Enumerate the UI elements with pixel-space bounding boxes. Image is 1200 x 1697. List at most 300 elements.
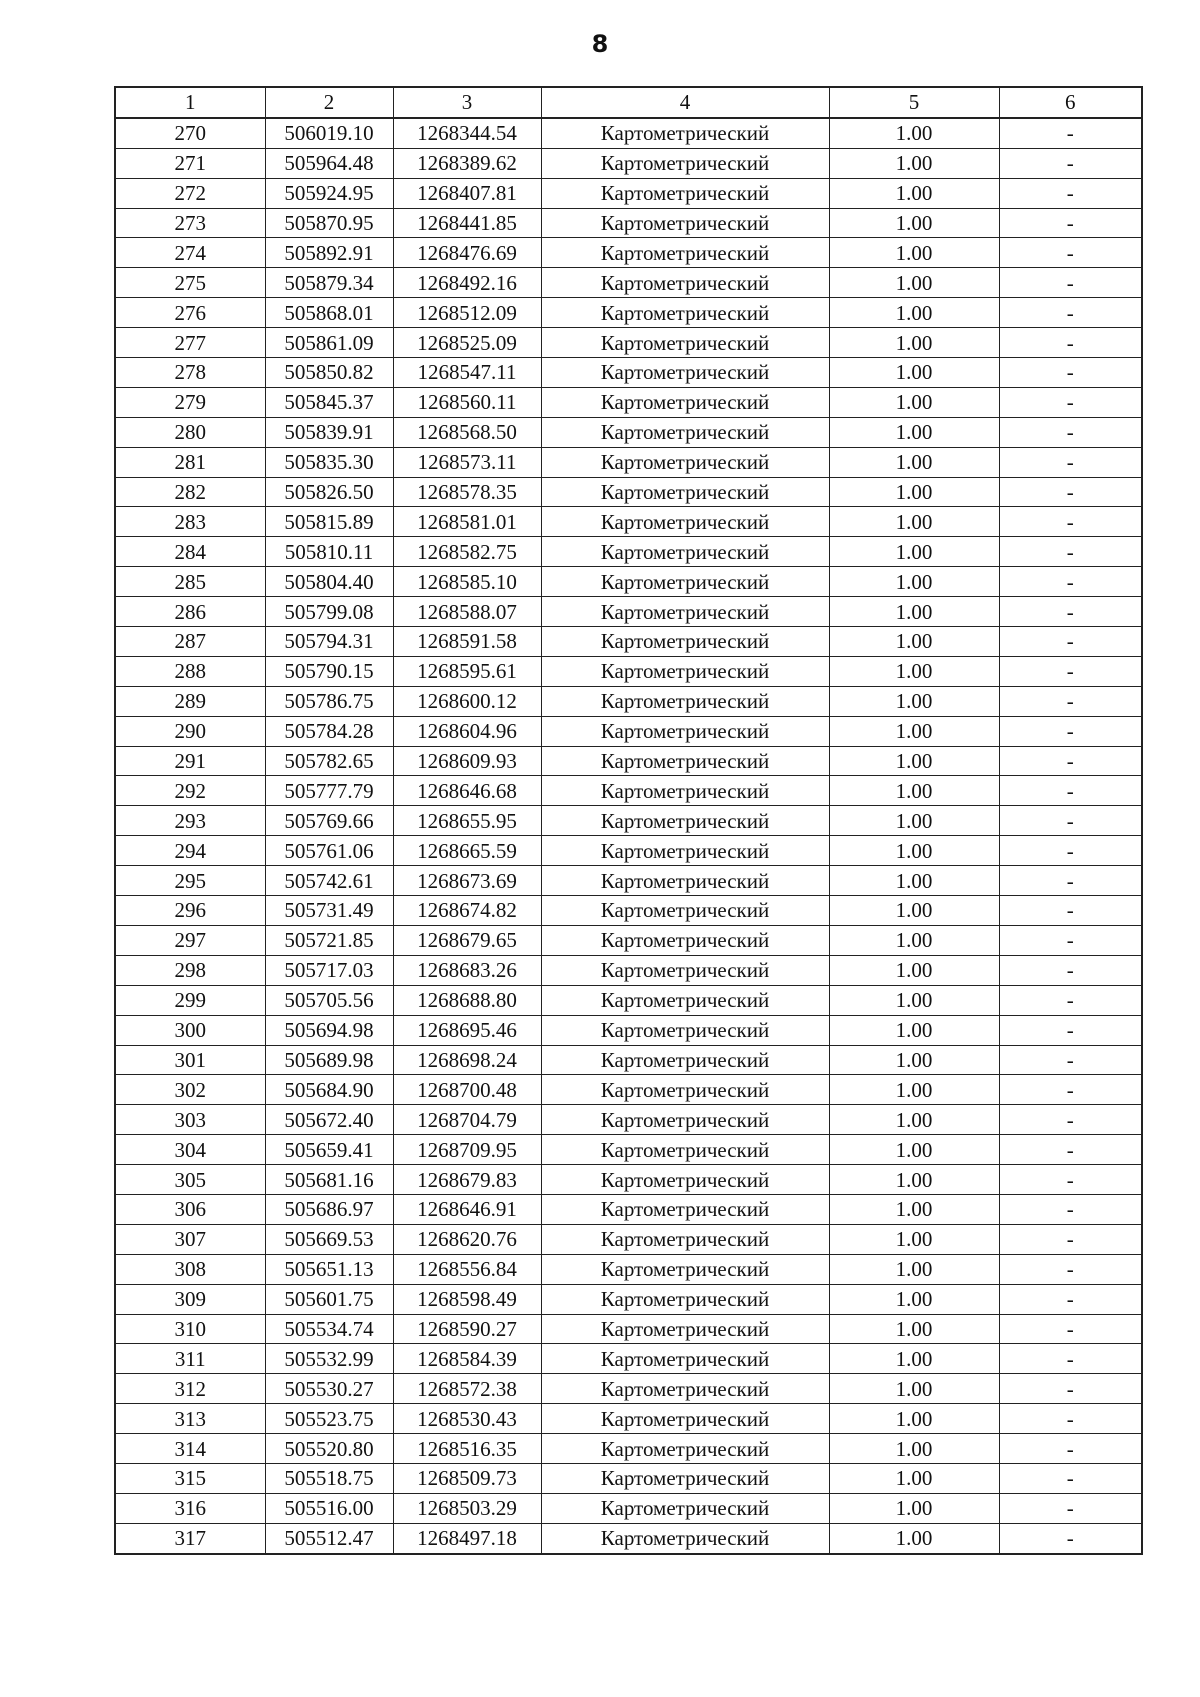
description-cell: - (999, 597, 1142, 627)
column-header: 4 (541, 87, 829, 118)
y-coordinate-cell: 1268674.82 (393, 896, 541, 926)
point-number-cell: 283 (115, 507, 265, 537)
accuracy-cell: 1.00 (829, 1105, 999, 1135)
accuracy-cell: 1.00 (829, 1194, 999, 1224)
table-row (115, 178, 1142, 208)
method-cell: Картометрический (541, 328, 829, 358)
accuracy-cell: 1.00 (829, 358, 999, 388)
point-number-cell: 281 (115, 447, 265, 477)
accuracy-cell: 1.00 (829, 1404, 999, 1434)
y-coordinate-cell: 1268407.81 (393, 178, 541, 208)
method-cell: Картометрический (541, 1045, 829, 1075)
x-coordinate-cell: 505777.79 (265, 776, 393, 806)
point-number-cell: 308 (115, 1254, 265, 1284)
description-cell: - (999, 417, 1142, 447)
description-cell: - (999, 806, 1142, 836)
method-cell: Картометрический (541, 358, 829, 388)
x-coordinate-cell: 505694.98 (265, 1015, 393, 1045)
y-coordinate-cell: 1268497.18 (393, 1523, 541, 1553)
point-number-cell: 278 (115, 358, 265, 388)
point-number-cell: 313 (115, 1404, 265, 1434)
y-coordinate-cell: 1268573.11 (393, 447, 541, 477)
y-coordinate-cell: 1268572.38 (393, 1374, 541, 1404)
description-cell: - (999, 1404, 1142, 1434)
accuracy-cell: 1.00 (829, 328, 999, 358)
method-cell: Картометрический (541, 387, 829, 417)
accuracy-cell: 1.00 (829, 1523, 999, 1553)
description-cell: - (999, 1344, 1142, 1374)
method-cell: Картометрический (541, 985, 829, 1015)
description-cell: - (999, 1045, 1142, 1075)
table-row (115, 148, 1142, 178)
table-row (115, 716, 1142, 746)
method-cell: Картометрический (541, 507, 829, 537)
column-header: 6 (999, 87, 1142, 118)
table-row (115, 387, 1142, 417)
description-cell: - (999, 955, 1142, 985)
x-coordinate-cell: 505804.40 (265, 567, 393, 597)
table-row (115, 1254, 1142, 1284)
table-row (115, 1284, 1142, 1314)
y-coordinate-cell: 1268584.39 (393, 1344, 541, 1374)
method-cell: Картометрический (541, 1105, 829, 1135)
description-cell: - (999, 1105, 1142, 1135)
y-coordinate-cell: 1268441.85 (393, 208, 541, 238)
description-cell: - (999, 238, 1142, 268)
y-coordinate-cell: 1268673.69 (393, 866, 541, 896)
accuracy-cell: 1.00 (829, 1254, 999, 1284)
description-cell: - (999, 1165, 1142, 1195)
method-cell: Картометрический (541, 1015, 829, 1045)
point-number-cell: 287 (115, 627, 265, 657)
accuracy-cell: 1.00 (829, 806, 999, 836)
table-row (115, 1314, 1142, 1344)
point-number-cell: 273 (115, 208, 265, 238)
point-number-cell: 316 (115, 1493, 265, 1523)
description-cell: - (999, 298, 1142, 328)
x-coordinate-cell: 505705.56 (265, 985, 393, 1015)
table-row (115, 1075, 1142, 1105)
description-cell: - (999, 1015, 1142, 1045)
y-coordinate-cell: 1268679.65 (393, 925, 541, 955)
x-coordinate-cell: 505731.49 (265, 896, 393, 926)
y-coordinate-cell: 1268688.80 (393, 985, 541, 1015)
column-header: 3 (393, 87, 541, 118)
method-cell: Картометрический (541, 1493, 829, 1523)
point-number-cell: 279 (115, 387, 265, 417)
point-number-cell: 294 (115, 836, 265, 866)
table-row (115, 1374, 1142, 1404)
point-number-cell: 296 (115, 896, 265, 926)
y-coordinate-cell: 1268578.35 (393, 477, 541, 507)
y-coordinate-cell: 1268665.59 (393, 836, 541, 866)
table-row (115, 328, 1142, 358)
description-cell: - (999, 387, 1142, 417)
x-coordinate-cell: 505790.15 (265, 656, 393, 686)
point-number-cell: 301 (115, 1045, 265, 1075)
method-cell: Картометрический (541, 148, 829, 178)
description-cell: - (999, 1135, 1142, 1165)
description-cell: - (999, 148, 1142, 178)
method-cell: Картометрический (541, 178, 829, 208)
x-coordinate-cell: 505784.28 (265, 716, 393, 746)
table-body (115, 118, 1142, 1554)
y-coordinate-cell: 1268704.79 (393, 1105, 541, 1135)
accuracy-cell: 1.00 (829, 1374, 999, 1404)
x-coordinate-cell: 505815.89 (265, 507, 393, 537)
description-cell: - (999, 507, 1142, 537)
method-cell: Картометрический (541, 208, 829, 238)
point-number-cell: 305 (115, 1165, 265, 1195)
table-row (115, 1194, 1142, 1224)
y-coordinate-cell: 1268679.83 (393, 1165, 541, 1195)
accuracy-cell: 1.00 (829, 1015, 999, 1045)
table-row (115, 477, 1142, 507)
accuracy-cell: 1.00 (829, 896, 999, 926)
point-number-cell: 284 (115, 537, 265, 567)
table-row (115, 925, 1142, 955)
table-row (115, 1105, 1142, 1135)
y-coordinate-cell: 1268547.11 (393, 358, 541, 388)
table-row (115, 955, 1142, 985)
description-cell: - (999, 178, 1142, 208)
description-cell: - (999, 208, 1142, 238)
description-cell: - (999, 1314, 1142, 1344)
y-coordinate-cell: 1268646.68 (393, 776, 541, 806)
accuracy-cell: 1.00 (829, 746, 999, 776)
accuracy-cell: 1.00 (829, 1135, 999, 1165)
y-coordinate-cell: 1268655.95 (393, 806, 541, 836)
table-row (115, 896, 1142, 926)
table-row (115, 208, 1142, 238)
accuracy-cell: 1.00 (829, 417, 999, 447)
point-number-cell: 307 (115, 1224, 265, 1254)
x-coordinate-cell: 505845.37 (265, 387, 393, 417)
table-row (115, 238, 1142, 268)
y-coordinate-cell: 1268582.75 (393, 537, 541, 567)
table-row (115, 298, 1142, 328)
accuracy-cell: 1.00 (829, 298, 999, 328)
table-row (115, 358, 1142, 388)
x-coordinate-cell: 505810.11 (265, 537, 393, 567)
y-coordinate-cell: 1268598.49 (393, 1284, 541, 1314)
x-coordinate-cell: 505782.65 (265, 746, 393, 776)
x-coordinate-cell: 505601.75 (265, 1284, 393, 1314)
method-cell: Картометрический (541, 1314, 829, 1344)
description-cell: - (999, 656, 1142, 686)
accuracy-cell: 1.00 (829, 118, 999, 148)
method-cell: Картометрический (541, 1463, 829, 1493)
table-row (115, 985, 1142, 1015)
point-number-cell: 295 (115, 866, 265, 896)
x-coordinate-cell: 505794.31 (265, 627, 393, 657)
x-coordinate-cell: 505879.34 (265, 268, 393, 298)
table-row (115, 746, 1142, 776)
x-coordinate-cell: 505518.75 (265, 1463, 393, 1493)
accuracy-cell: 1.00 (829, 238, 999, 268)
y-coordinate-cell: 1268509.73 (393, 1463, 541, 1493)
method-cell: Картометрический (541, 1374, 829, 1404)
accuracy-cell: 1.00 (829, 1434, 999, 1464)
accuracy-cell: 1.00 (829, 477, 999, 507)
method-cell: Картометрический (541, 776, 829, 806)
accuracy-cell: 1.00 (829, 1045, 999, 1075)
method-cell: Картометрический (541, 447, 829, 477)
y-coordinate-cell: 1268700.48 (393, 1075, 541, 1105)
method-cell: Картометрический (541, 1404, 829, 1434)
x-coordinate-cell: 506019.10 (265, 118, 393, 148)
x-coordinate-cell: 505799.08 (265, 597, 393, 627)
table-row (115, 686, 1142, 716)
point-number-cell: 275 (115, 268, 265, 298)
accuracy-cell: 1.00 (829, 1165, 999, 1195)
y-coordinate-cell: 1268476.69 (393, 238, 541, 268)
accuracy-cell: 1.00 (829, 597, 999, 627)
point-number-cell: 276 (115, 298, 265, 328)
x-coordinate-cell: 505868.01 (265, 298, 393, 328)
description-cell: - (999, 447, 1142, 477)
method-cell: Картометрический (541, 686, 829, 716)
point-number-cell: 303 (115, 1105, 265, 1135)
x-coordinate-cell: 505532.99 (265, 1344, 393, 1374)
method-cell: Картометрический (541, 1194, 829, 1224)
accuracy-cell: 1.00 (829, 955, 999, 985)
accuracy-cell: 1.00 (829, 1284, 999, 1314)
method-cell: Картометрический (541, 866, 829, 896)
point-number-cell: 289 (115, 686, 265, 716)
table-row (115, 1493, 1142, 1523)
description-cell: - (999, 328, 1142, 358)
x-coordinate-cell: 505689.98 (265, 1045, 393, 1075)
point-number-cell: 311 (115, 1344, 265, 1374)
description-cell: - (999, 1194, 1142, 1224)
accuracy-cell: 1.00 (829, 627, 999, 657)
y-coordinate-cell: 1268609.93 (393, 746, 541, 776)
description-cell: - (999, 896, 1142, 926)
point-number-cell: 312 (115, 1374, 265, 1404)
y-coordinate-cell: 1268585.10 (393, 567, 541, 597)
accuracy-cell: 1.00 (829, 1075, 999, 1105)
table-row (115, 1165, 1142, 1195)
description-cell: - (999, 866, 1142, 896)
table-row (115, 417, 1142, 447)
y-coordinate-cell: 1268595.61 (393, 656, 541, 686)
column-header: 1 (115, 87, 265, 118)
description-cell: - (999, 1254, 1142, 1284)
accuracy-cell: 1.00 (829, 925, 999, 955)
accuracy-cell: 1.00 (829, 776, 999, 806)
accuracy-cell: 1.00 (829, 686, 999, 716)
table-row (115, 1463, 1142, 1493)
point-number-cell: 288 (115, 656, 265, 686)
accuracy-cell: 1.00 (829, 1314, 999, 1344)
method-cell: Картометрический (541, 268, 829, 298)
description-cell: - (999, 1463, 1142, 1493)
x-coordinate-cell: 505512.47 (265, 1523, 393, 1553)
x-coordinate-cell: 505835.30 (265, 447, 393, 477)
description-cell: - (999, 1523, 1142, 1553)
method-cell: Картометрический (541, 627, 829, 657)
table-row (115, 1015, 1142, 1045)
table-row (115, 776, 1142, 806)
point-number-cell: 286 (115, 597, 265, 627)
y-coordinate-cell: 1268530.43 (393, 1404, 541, 1434)
point-number-cell: 280 (115, 417, 265, 447)
method-cell: Картометрический (541, 1254, 829, 1284)
y-coordinate-cell: 1268604.96 (393, 716, 541, 746)
column-header: 5 (829, 87, 999, 118)
table-row (115, 567, 1142, 597)
accuracy-cell: 1.00 (829, 1463, 999, 1493)
x-coordinate-cell: 505892.91 (265, 238, 393, 268)
table-row (115, 537, 1142, 567)
method-cell: Картометрический (541, 1344, 829, 1374)
y-coordinate-cell: 1268525.09 (393, 328, 541, 358)
x-coordinate-cell: 505742.61 (265, 866, 393, 896)
x-coordinate-cell: 505769.66 (265, 806, 393, 836)
table-row (115, 866, 1142, 896)
accuracy-cell: 1.00 (829, 208, 999, 238)
description-cell: - (999, 1493, 1142, 1523)
method-cell: Картометрический (541, 656, 829, 686)
table-row (115, 1404, 1142, 1434)
method-cell: Картометрический (541, 417, 829, 447)
accuracy-cell: 1.00 (829, 507, 999, 537)
method-cell: Картометрический (541, 1165, 829, 1195)
description-cell: - (999, 537, 1142, 567)
description-cell: - (999, 776, 1142, 806)
point-number-cell: 270 (115, 118, 265, 148)
point-number-cell: 292 (115, 776, 265, 806)
method-cell: Картометрический (541, 836, 829, 866)
method-cell: Картометрический (541, 1523, 829, 1553)
point-number-cell: 293 (115, 806, 265, 836)
description-cell: - (999, 686, 1142, 716)
table-header (115, 87, 1142, 118)
y-coordinate-cell: 1268646.91 (393, 1194, 541, 1224)
description-cell: - (999, 985, 1142, 1015)
accuracy-cell: 1.00 (829, 268, 999, 298)
description-cell: - (999, 1374, 1142, 1404)
y-coordinate-cell: 1268600.12 (393, 686, 541, 716)
y-coordinate-cell: 1268591.58 (393, 627, 541, 657)
table-row (115, 1224, 1142, 1254)
y-coordinate-cell: 1268560.11 (393, 387, 541, 417)
x-coordinate-cell: 505516.00 (265, 1493, 393, 1523)
description-cell: - (999, 268, 1142, 298)
table-row (115, 1344, 1142, 1374)
x-coordinate-cell: 505721.85 (265, 925, 393, 955)
method-cell: Картометрический (541, 1135, 829, 1165)
x-coordinate-cell: 505659.41 (265, 1135, 393, 1165)
page-number: 8 (591, 30, 609, 58)
method-cell: Картометрический (541, 537, 829, 567)
method-cell: Картометрический (541, 477, 829, 507)
table-row (115, 1135, 1142, 1165)
column-header: 2 (265, 87, 393, 118)
y-coordinate-cell: 1268516.35 (393, 1434, 541, 1464)
accuracy-cell: 1.00 (829, 387, 999, 417)
table-row (115, 1523, 1142, 1553)
accuracy-cell: 1.00 (829, 178, 999, 208)
point-number-cell: 306 (115, 1194, 265, 1224)
method-cell: Картометрический (541, 806, 829, 836)
table-row (115, 447, 1142, 477)
method-cell: Картометрический (541, 716, 829, 746)
table-row (115, 1434, 1142, 1464)
point-number-cell: 271 (115, 148, 265, 178)
table-row (115, 656, 1142, 686)
accuracy-cell: 1.00 (829, 836, 999, 866)
description-cell: - (999, 477, 1142, 507)
x-coordinate-cell: 505520.80 (265, 1434, 393, 1464)
x-coordinate-cell: 505761.06 (265, 836, 393, 866)
y-coordinate-cell: 1268698.24 (393, 1045, 541, 1075)
method-cell: Картометрический (541, 746, 829, 776)
y-coordinate-cell: 1268492.16 (393, 268, 541, 298)
point-number-cell: 300 (115, 1015, 265, 1045)
x-coordinate-cell: 505684.90 (265, 1075, 393, 1105)
table-row (115, 806, 1142, 836)
accuracy-cell: 1.00 (829, 985, 999, 1015)
x-coordinate-cell: 505523.75 (265, 1404, 393, 1434)
method-cell: Картометрический (541, 896, 829, 926)
table-row (115, 836, 1142, 866)
method-cell: Картометрический (541, 1075, 829, 1105)
method-cell: Картометрический (541, 925, 829, 955)
accuracy-cell: 1.00 (829, 537, 999, 567)
x-coordinate-cell: 505717.03 (265, 955, 393, 985)
accuracy-cell: 1.00 (829, 1224, 999, 1254)
point-number-cell: 282 (115, 477, 265, 507)
point-number-cell: 291 (115, 746, 265, 776)
description-cell: - (999, 118, 1142, 148)
point-number-cell: 310 (115, 1314, 265, 1344)
x-coordinate-cell: 505530.27 (265, 1374, 393, 1404)
point-number-cell: 302 (115, 1075, 265, 1105)
description-cell: - (999, 358, 1142, 388)
y-coordinate-cell: 1268503.29 (393, 1493, 541, 1523)
point-number-cell: 277 (115, 328, 265, 358)
description-cell: - (999, 627, 1142, 657)
description-cell: - (999, 716, 1142, 746)
description-cell: - (999, 746, 1142, 776)
description-cell: - (999, 1434, 1142, 1464)
point-number-cell: 314 (115, 1434, 265, 1464)
y-coordinate-cell: 1268556.84 (393, 1254, 541, 1284)
y-coordinate-cell: 1268568.50 (393, 417, 541, 447)
description-cell: - (999, 567, 1142, 597)
point-number-cell: 274 (115, 238, 265, 268)
description-cell: - (999, 1224, 1142, 1254)
accuracy-cell: 1.00 (829, 148, 999, 178)
point-number-cell: 309 (115, 1284, 265, 1314)
x-coordinate-cell: 505826.50 (265, 477, 393, 507)
point-number-cell: 290 (115, 716, 265, 746)
description-cell: - (999, 925, 1142, 955)
point-number-cell: 272 (115, 178, 265, 208)
table-row (115, 597, 1142, 627)
x-coordinate-cell: 505651.13 (265, 1254, 393, 1284)
y-coordinate-cell: 1268389.62 (393, 148, 541, 178)
x-coordinate-cell: 505672.40 (265, 1105, 393, 1135)
header-row (115, 87, 1142, 118)
point-number-cell: 317 (115, 1523, 265, 1553)
y-coordinate-cell: 1268695.46 (393, 1015, 541, 1045)
method-cell: Картометрический (541, 238, 829, 268)
accuracy-cell: 1.00 (829, 1344, 999, 1374)
x-coordinate-cell: 505870.95 (265, 208, 393, 238)
